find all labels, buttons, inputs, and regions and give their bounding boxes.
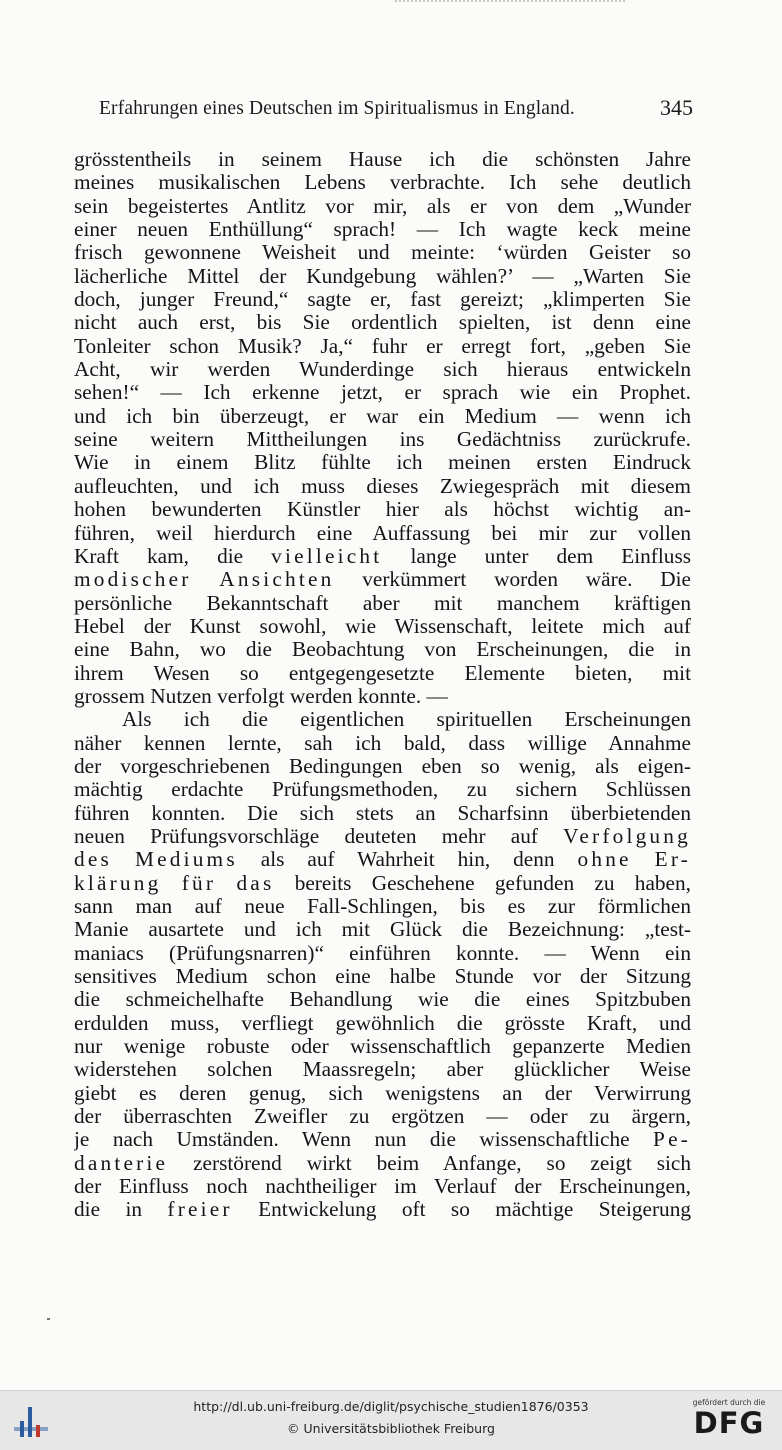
text-line: lächerliche Mittel der Kundgebung wählen?’ — „Warten Sie [74,264,691,288]
permalink-url[interactable]: http://dl.ub.uni-freiburg.de/diglit/psychische_studien1876/0353 [193,1399,589,1414]
body-text [74,148,691,1222]
text-line: meines musikalischen Lebens verbrachte. Ich sehe deutlich [74,171,691,195]
text-line: Manie ausartete und ich mit Glück die Bezeichnung: „test- [74,918,691,942]
text-line: ihrem Wesen so entgegengesetzte Elemente bieten, mit [74,661,691,685]
text-line: die schmeichelhafte Behandlung wie die eines Spitzbuben [74,988,691,1012]
text-line: Acht, wir werden Wunderdinge sich hieraus entwickeln [74,358,691,382]
text-line: der überraschten Zweifler zu ergötzen — oder zu ärgern, [74,1105,691,1129]
text-line: sein begeistertes Antlitz vor mir, als er von dem „Wunder [74,194,691,218]
text-line: nicht auch erst, bis Sie ordentlich spielten, ist denn eine [74,311,691,335]
text-line: frisch gewonnene Weisheit und meinte: ‘würden Geister so [74,241,691,265]
text-line: Kraft kam, die vielleicht lange unter dem Einfluss [74,544,691,568]
scan-edge-marks [395,0,625,7]
page-number: 345 [660,95,693,120]
text-line: sehen!“ — Ich erkenne jetzt, er sprach wie ein Prophet. [74,381,691,405]
text-line: doch, junger Freund,“ sagte er, fast gereizt; „klimperten Sie [74,288,691,312]
text-line: seine weitern Mittheilungen ins Gedächtniss zurückrufe. [74,428,691,452]
text-line: grösstentheils in seinem Hause ich die schönsten Jahre [74,148,691,171]
text-line: des Mediums als auf Wahrheit hin, denn ohne Er- [74,848,691,872]
text-line: Hebel der Kunst sowohl, wie Wissenschaft, leitete mich auf [74,614,691,638]
text-line: klärung für das bereits Geschehene gefunden zu haben, [74,871,691,895]
text-line: mächtig erdachte Prüfungsmethoden, zu sichern Schlüssen [74,778,691,802]
text-line: nur wenige robuste oder wissenschaftlich gepanzerte Medien [74,1035,691,1059]
text-line: sann man auf neue Fall-Schlingen, bis es zur förmlichen [74,895,691,918]
text-line: modischer Ansichten verkümmert worden wäre. Die [74,568,691,592]
text-line: einer neuen Enthüllung“ sprach! — Ich wagte keck meine [74,218,691,242]
text-line: je nach Umständen. Wenn nun die wissenschaftliche Pe- [74,1128,691,1152]
text-line: grossem Nutzen verfolgt werden konnte. — [74,684,448,708]
text-line: sensitives Medium schon eine halbe Stunde vor der Sitzung [74,965,691,989]
text-line: führen konnten. Die sich stets an Scharfsinn überbietenden [74,801,691,825]
text-line: hohen bewunderten Künstler hier als höchst wichtig an- [74,498,691,522]
page-header [99,95,693,120]
text-line: der vorgeschriebenen Bedingungen eben so wenig, als eigen- [74,754,691,778]
text-line: die in freier Entwickelung oft so mächtige Steigerung [74,1198,691,1222]
viewer-footer [0,1390,782,1450]
text-line: erdulden muss, verfliegt gewöhnlich die grösste Kraft, und [74,1011,691,1035]
dfg-logo[interactable] [688,1398,770,1439]
text-line: giebt es deren genug, sich wenigstens an der Verwirrung [74,1081,691,1105]
scan-speck [47,1318,50,1320]
copyright-notice: © Universitätsbibliothek Freiburg [287,1421,495,1436]
text-line: führen, weil hierdurch eine Auffassung bei mir zur vollen [74,521,691,545]
dfg-logo-text: DFG [693,1406,765,1440]
text-line: eine Bahn, wo die Beobachtung von Erscheinungen, die in [74,638,691,662]
text-line: Als ich die eigentlichen spirituellen Erscheinungen [122,708,691,732]
text-line: neuen Prüfungsvorschläge deuteten mehr auf Verfolgung [74,824,691,848]
text-line: maniacs (Prüfungsnarren)“ einführen konnte. — Wenn ein [74,941,691,965]
text-line: der Einfluss noch nachtheiliger im Verlauf der Erscheinungen, [74,1175,691,1199]
running-title: Erfahrungen eines Deutschen im Spiritualismus in England. [99,98,575,119]
text-line: Wie in einem Blitz fühlte ich meinen ersten Eindruck [74,451,691,475]
text-line: danterie zerstörend wirkt beim Anfange, so zeigt sich [74,1151,691,1175]
text-line: aufleuchten, und ich muss dieses Zwiegespräch mit diesem [74,474,691,498]
text-line: näher kennen lernte, sah ich bald, dass willige Annahme [74,731,691,755]
text-line: persönliche Bekanntschaft aber mit manchem kräftigen [74,591,691,615]
text-line: widerstehen solchen Maassregeln; aber glücklicher Weise [74,1058,691,1082]
text-line: und ich bin überzeugt, er war ein Medium — wenn ich [74,404,691,428]
dfg-caption: gefördert durch die [692,1398,766,1407]
text-line: Tonleiter schon Musik? Ja,“ fuhr er erregt fort, „geben Sie [74,334,691,358]
